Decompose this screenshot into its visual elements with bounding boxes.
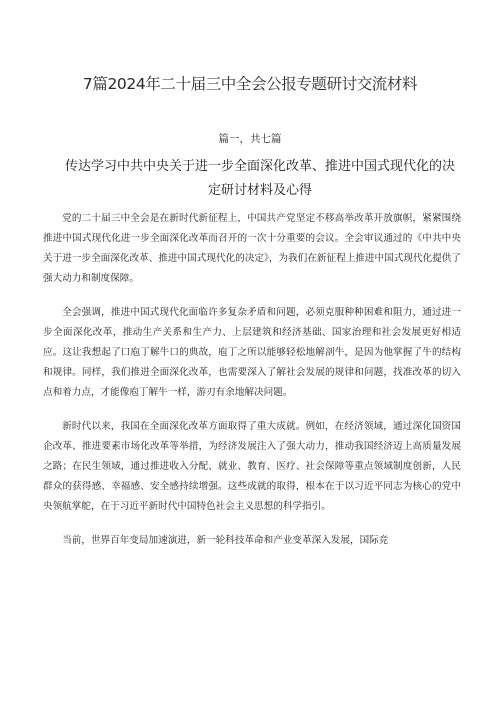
article-title: 传达学习中共中央关于进一步全面深化改革、推进中国式现代化的决定研讨材料及心得 <box>64 159 455 198</box>
paragraph-4: 当前，世界百年变局加速演进，新一轮科技革命和产业变革深入发展，国际竞 <box>62 535 389 546</box>
part-label: 篇一，共七篇 <box>218 133 282 145</box>
article-body <box>43 209 461 565</box>
paragraph-3: 新时代以来，我国在全面深化改革方面取得了重大成就。例如，在经济领域，通过深化国资国企改革、推进要素市场化改革等举措，为经济发展注入了强大动力，推动我国经济迈上高质量发展之路；在民生领域，通过推进收入分配、就业、教育、医疗、社会保障等重点领域制度创新，人民群众的获得感、幸福感、安全感持续增强。这些成就的取得，根本在于以习近平同志为核心的党中央领航掌舵，在于习近平新时代中国特色社会主义思想的科学指引。 <box>43 421 461 512</box>
paragraph-1: 党的二十届三中全会是在新时代新征程上，中国共产党坚定不移高举改革开放旗帜，紧紧围绕推进中国式现代化进一步全面深化改革而召开的一次十分重要的会议。全会审议通过的《中共中央关于进一步全面深化改革、推进中国式现代化的决定》，为我们在新征程上推进中国式现代化提供了强大动力和制度保障。 <box>43 213 461 284</box>
document-title: 7篇2024年二十届三中全会公报专题研讨交流材料 <box>82 75 418 93</box>
paragraph-2: 全会强调，推进中国式现代化面临许多复杂矛盾和问题，必须克服种种困难和阻力，通过进一步全面深化改革，推动生产关系和生产力、上层建筑和经济基础、国家治理和社会发展更好相适应。这让我想起了口庖丁解牛口的典故，庖丁之所以能够轻松地解剖牛，是因为他掌握了牛的结构和规律。同样，我们推进全面深化改革，也需要深入了解社会发展的规律和问题，找准改革的切入点和着力点，才能像庖丁解牛一样，游刃有余地解决问题。 <box>43 307 461 398</box>
